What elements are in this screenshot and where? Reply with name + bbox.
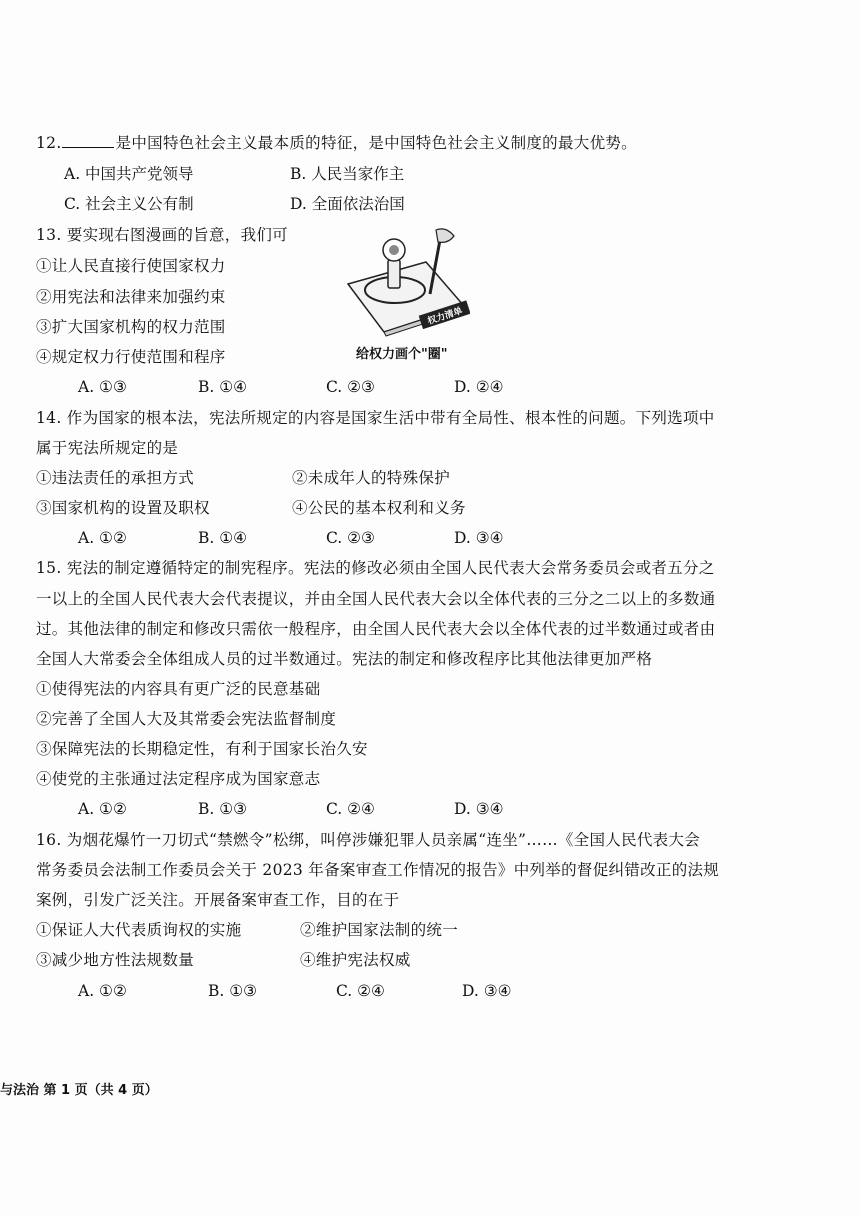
q15-option-a: A. ①② [78, 800, 127, 818]
q15-option-d: D. ③④ [454, 800, 504, 818]
q16-statement-3: ③减少地方性法规数量 [36, 951, 195, 969]
paper-sheet [348, 262, 464, 332]
q16-option-c: C. ②④ [336, 982, 385, 1000]
q12-option-b: B. 人民当家作主 [290, 165, 405, 183]
q15-statement-4: ④使党的主张通过法定程序成为国家意志 [36, 770, 321, 788]
question-15-stem-line-1: 15. 宪法的制定遵循特定的制宪程序。宪法的修改必须由全国人民代表大会常务委员会或者五分之 [36, 559, 715, 577]
q13-statement-1: ①让人民直接行使国家权力 [36, 257, 226, 275]
q14-statement-1: ①违法责任的承担方式 [36, 469, 195, 487]
question-13-stem: 13. 要实现右图漫画的旨意，我们可 [36, 226, 288, 244]
q16-statement-2: ②维护国家法制的统一 [300, 921, 459, 939]
q13-statement-3: ③扩大国家机构的权力范围 [36, 318, 226, 336]
question-14-stem-line-2: 属于宪法所规定的是 [36, 439, 179, 457]
q16-option-b: B. ①③ [208, 982, 258, 1000]
q15-option-b: B. ①③ [198, 800, 248, 818]
question-16-stem-line-2: 常务委员会法制工作委员会关于 2023 年备案审查工作情况的报告》中列举的督促纠错改正的法规 [36, 861, 720, 879]
fill-blank [62, 133, 114, 148]
question-12-stem [36, 133, 637, 153]
question-15-stem-line-4: 全国人大常委会全体组成人员的过半数通过。宪法的制定和修改程序比其他法律更加严格 [36, 650, 653, 668]
q13-option-b: B. ①④ [198, 378, 248, 396]
q16-option-d: D. ③④ [462, 982, 512, 1000]
question-text: 是中国特色社会主义最本质的特征，是中国特色社会主义制度的最大优势。 [115, 134, 637, 152]
stamp-dot [389, 245, 399, 255]
q14-option-b: B. ①④ [198, 529, 248, 547]
q14-option-a: A. ①② [78, 529, 127, 547]
q13-option-d: D. ②④ [454, 378, 504, 396]
q15-statement-1: ①使得宪法的内容具有更广泛的民意基础 [36, 680, 321, 698]
q15-option-c: C. ②④ [326, 800, 375, 818]
q13-option-a: A. ①③ [78, 378, 127, 396]
q16-statement-4: ④维护宪法权威 [300, 951, 411, 969]
question-15-stem-line-3: 过。其他法律的制定和修改只需依一般程序，由全国人民代表大会以全体代表的过半数通过或者由 [36, 620, 716, 638]
q13-option-c: C. ②③ [326, 378, 375, 396]
stamp-handle [388, 260, 400, 288]
q15-statement-2: ②完善了全国人大及其常委会宪法监督制度 [36, 710, 337, 728]
q14-option-d: D. ③④ [454, 529, 504, 547]
q14-statement-2: ②未成年人的特殊保护 [292, 469, 451, 487]
q15-statement-3: ③保障宪法的长期稳定性，有利于国家长治久安 [36, 740, 368, 758]
question-14-stem-line-1: 14. 作为国家的根本法，宪法所规定的内容是国家生活中带有全局性、根本性的问题。下列选项中 [36, 409, 715, 427]
cartoon-image [340, 224, 470, 344]
q14-statement-4: ④公民的基本权利和义务 [292, 499, 466, 517]
cartoon-label: 权力清单 [426, 306, 464, 327]
question-15-stem-line-2: 一以上的全国人民代表大会代表提议，并由全国人民代表大会以全体代表的三分之二以上的多数通 [36, 590, 716, 608]
q16-statement-1: ①保证人大代表质询权的实施 [36, 921, 242, 939]
q14-statement-3: ③国家机构的设置及职权 [36, 499, 210, 517]
q12-option-d: D. 全面依法治国 [290, 195, 405, 213]
question-16-stem-line-1: 16. 为烟花爆竹一刀切式“禁燃令”松绑，叫停涉嫌犯罪人员亲属“连坐”……《全国人民代表大会 [36, 831, 701, 849]
question-16-stem-line-3: 案例，引发广泛关注。开展备案审查工作，目的在于 [36, 891, 400, 909]
q14-option-c: C. ②③ [326, 529, 375, 547]
q16-option-a: A. ①② [78, 982, 127, 1000]
question-number: 12. [36, 134, 62, 152]
hand-icon [436, 229, 454, 243]
q13-statement-4: ④规定权力行使范围和程序 [36, 348, 226, 366]
page-footer: 与法治 第 1 页（共 4 页） [0, 1083, 158, 1098]
q12-option-a: A. 中国共产党领导 [64, 165, 194, 183]
q13-statement-2: ②用宪法和法律来加强约束 [36, 288, 226, 306]
q12-option-c: C. 社会主义公有制 [64, 195, 194, 213]
cartoon-caption: 给权力画个"圈" [356, 347, 448, 362]
